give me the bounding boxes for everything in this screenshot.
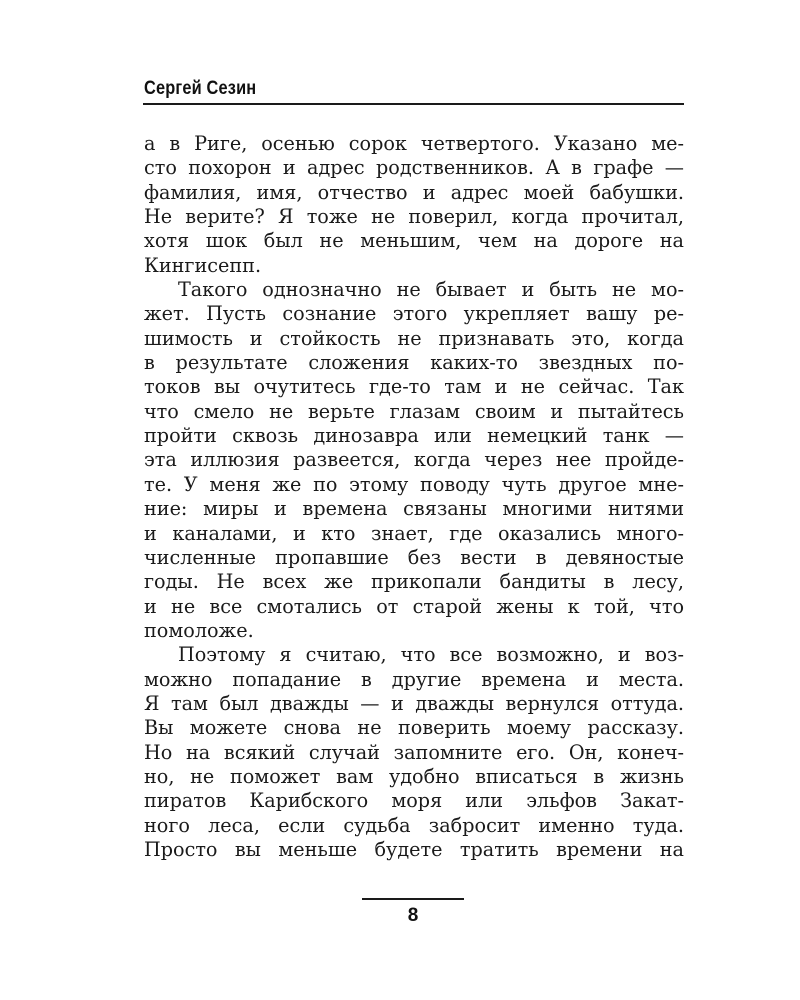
text-line: Вы можете снова не поверить моему рассказу. <box>144 716 684 740</box>
text-line: Просто вы меньше будете тратить времени на <box>144 837 684 861</box>
text-line: но, не поможет вам удобно вписаться в жизнь <box>144 764 684 788</box>
text-line: ного леса, если судьба забросит именно туда. <box>144 813 684 837</box>
text-line: токов вы очутитесь где-то там и не сейчас. Так <box>144 375 684 399</box>
text-line: хотя шок был не меньшим, чем на дороге на <box>144 229 684 253</box>
running-head <box>144 78 684 106</box>
body-text <box>144 132 684 862</box>
text-line: а в Риге, осенью сорок четвертого. Указано ме- <box>144 132 684 155</box>
text-line: можно попадание в другие времена и места. <box>144 667 684 691</box>
text-line: Кингисепп. <box>144 253 262 277</box>
text-line: что смело не верьте глазам своим и пытайтесь <box>144 399 684 423</box>
text-line: и не все смотались от старой жены к той, что <box>144 594 684 618</box>
text-line: Такого однозначно не бывает и быть не мо- <box>178 278 684 302</box>
page-number: 8 <box>407 905 419 926</box>
text-line: шимость и стойкость не признавать это, когда <box>144 326 684 350</box>
text-line: эта иллюзия развеется, когда через нее пройде- <box>144 448 684 472</box>
text-line: пиратов Карибского моря или эльфов Закат- <box>144 789 684 813</box>
text-line: и каналами, и кто знает, где оказались много- <box>144 521 684 545</box>
text-line: Поэтому я считаю, что все возможно, и воз- <box>178 643 684 667</box>
text-line: Не верите? Я тоже не поверил, когда прочитал, <box>144 205 684 229</box>
text-line: Я там был дважды — и дважды вернулся оттуда. <box>144 691 684 715</box>
running-head-title: Сергей Сезин <box>144 78 257 99</box>
header-rule <box>143 103 684 105</box>
text-line: в результате сложения каких-то звездных по- <box>144 351 684 375</box>
footer-rule <box>362 898 464 900</box>
text-line: сто похорон и адрес родственников. А в графе — <box>144 156 684 180</box>
text-line: годы. Не всех же прикопали бандиты в лесу, <box>144 570 684 594</box>
text-line: помоложе. <box>144 618 254 642</box>
text-line: пройти сквозь динозавра или немецкий танк — <box>144 424 684 448</box>
text-line: жет. Пусть сознание этого укрепляет вашу ре- <box>144 302 684 326</box>
text-line: численные пропавшие без вести в девяностые <box>144 545 684 569</box>
text-line: ние: миры и времена связаны многими нитями <box>144 497 684 521</box>
text-line: фамилия, имя, отчество и адрес моей бабушки. <box>144 180 684 204</box>
text-line: те. У меня же по этому поводу чуть другое мне- <box>144 472 684 496</box>
text-line: Но на всякий случай запомните его. Он, конеч- <box>144 740 684 764</box>
